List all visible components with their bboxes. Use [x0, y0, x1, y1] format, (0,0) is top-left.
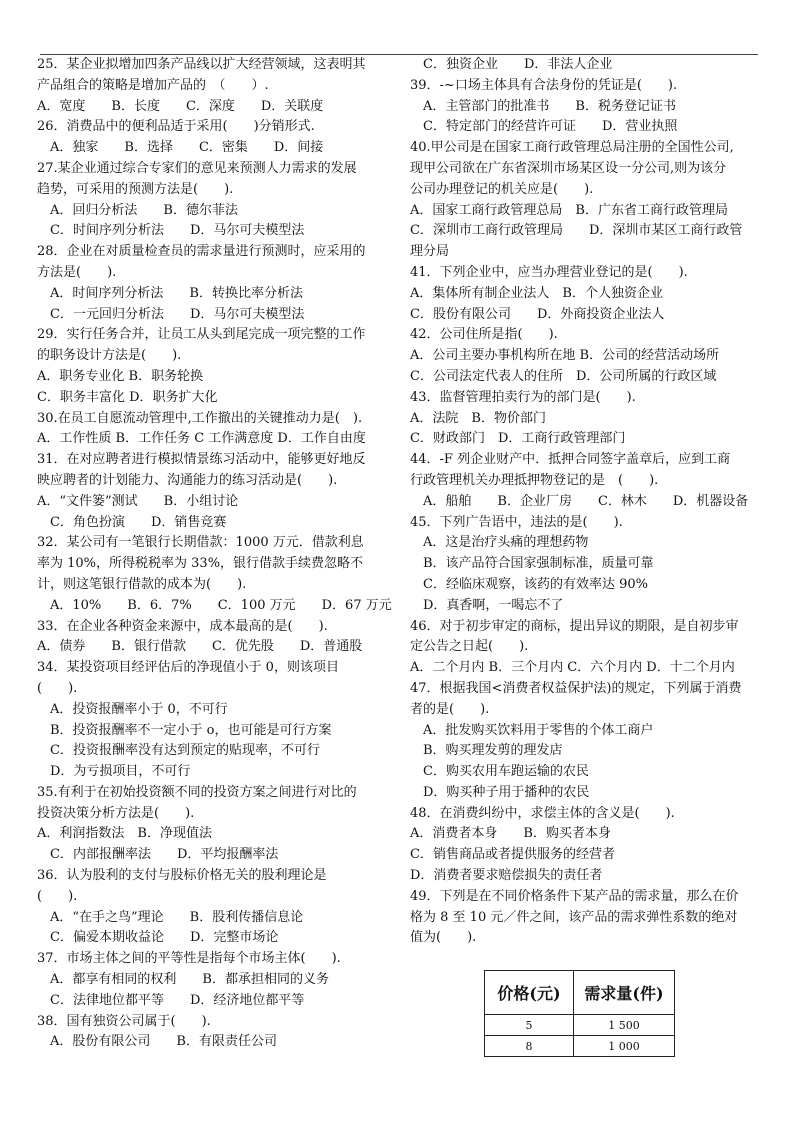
- text-line: C．时间序列分析法 D．马尔可夫模型法: [37, 223, 305, 239]
- text-line: C．公司法定代表人的住所 D．公司所属的行政区域: [410, 368, 717, 384]
- table-header-row: [485, 971, 675, 1015]
- text-line: A．工作性质 B．工作任务 C 工作满意度 D．工作自由度: [37, 431, 366, 447]
- text-line: A．职务专业化 B．职务轮换: [37, 368, 204, 384]
- text-line: 格为 8 至 10 元／件之间，该产品的需求弹性系数的绝对: [410, 909, 738, 925]
- text-line: 方法是( ).: [37, 264, 117, 280]
- text-line: A．批发购买饮料用于零售的个体工商户: [410, 722, 654, 738]
- text-line: 产品组合的策略是增加产品的 （ ）.: [37, 77, 269, 93]
- text-line: A．“在手之鸟”理论 B．股利传播信息论: [37, 909, 304, 925]
- text-line: A．消费者本身 B．购买者本身: [410, 826, 611, 842]
- text-line: 投资决策分析方法是( ).: [37, 805, 195, 821]
- text-line: 31．在对应聘者进行模拟情景练习活动中，能够更好地反: [37, 452, 366, 468]
- text-line: C．经临床观察，该药的有效率达 90%: [410, 576, 648, 592]
- text-line: 值为( ).: [410, 930, 477, 946]
- text-line: 44．-F 列企业财产中．抵押合同签字盖章后，应到工商: [410, 452, 731, 468]
- text-line: A．公司主要办事机构所在地 B．公司的经营活动场所: [410, 348, 720, 364]
- text-line: A．利润指数法 B．净现值法: [37, 826, 212, 842]
- text-line: A．10% B．6．7% C．100 万元 D．67 万元: [37, 597, 392, 613]
- text-line: C．深圳市工商行政管理局 D．深圳市某区工商行政管: [410, 223, 743, 239]
- text-line: 率为 10%，所得税税率为 33%，银行借款手续费忽略不: [37, 556, 364, 572]
- text-line: 映应聘者的计划能力、沟通能力的练习活动是( ).: [37, 472, 338, 488]
- text-line: 定公告之日起( ).: [410, 639, 529, 655]
- price-header: 价格(元): [485, 971, 574, 1015]
- text-line: C．独资企业 D．非法人企业: [410, 57, 613, 72]
- text-line: D．真香啊，一喝忘不了: [410, 597, 564, 613]
- text-line: 28．企业在对质量检查员的需求量进行预测时，应采用的: [37, 244, 366, 260]
- text-line: 45．下列广告语中，违法的是( ).: [410, 514, 623, 530]
- text-line: 49．下列是在不同价格条件下某产品的需求量，那么在价: [410, 888, 739, 904]
- text-line: 46．对于初步审定的商标，提出异议的期限，是自初步审: [410, 618, 739, 634]
- table-row: [485, 1036, 675, 1057]
- text-line: 趋势，可采用的预测方法是( ).: [37, 181, 234, 197]
- price-cell: 5: [485, 1015, 574, 1036]
- text-line: A．股份有限公司 B．有限责任公司: [37, 1034, 277, 1050]
- text-line: 25．某企业拟增加四条产品线以扩大经营领域，这表明其: [37, 57, 366, 72]
- text-line: C．特定部门的经营许可证 D．营业执照: [410, 119, 678, 135]
- text-line: 计，则这笔银行借款的成本为( ).: [37, 576, 247, 592]
- text-line: A．集体所有制企业法人 B．个人独资企业: [410, 285, 663, 301]
- price-cell: 8: [485, 1036, 574, 1057]
- text-line: C．职务丰富化 D．职务扩大化: [37, 389, 218, 405]
- demand-header: 需求量(件): [574, 971, 675, 1015]
- demand-cell: 1 000: [574, 1036, 675, 1057]
- text-line: 38．国有独资公司属于( ).: [37, 1013, 211, 1029]
- left-column: [37, 55, 397, 1053]
- text-line: A．主管部门的批准书 B．税务登记证书: [410, 98, 676, 114]
- text-line: 29．实行任务合并，让员工从头到尾完成一项完整的工作: [37, 327, 366, 343]
- text-line: A．都享有相同的权利 B．都承担相同的义务: [37, 972, 329, 988]
- text-line: A．债券 B．银行借款 C．优先股 D．普通股: [37, 639, 363, 655]
- text-line: D．消费者要求赔偿损失的责任者: [410, 868, 603, 884]
- text-line: C．股份有限公司 D．外商投资企业法人: [410, 306, 665, 322]
- text-line: 47．根据我国<消费者权益保护法)的规定，下列属于消费: [410, 680, 742, 696]
- text-line: C．偏爱本期收益论 D．完整市场论: [37, 930, 279, 946]
- text-line: A．这是治疗头痛的理想药物: [410, 535, 589, 551]
- text-line: C．角色扮演 D．销售竞赛: [37, 514, 227, 530]
- text-line: 32．某公司有一笔银行长期借款：1000 万元．借款利息: [37, 535, 364, 551]
- text-line: 37．市场主体之间的平等性是指每个市场主体( ).: [37, 951, 341, 967]
- text-line: A．船舶 B．企业厂房 C．林木 D．机器设备: [410, 493, 749, 509]
- text-line: B．购买理发剪的理发店: [410, 743, 563, 759]
- text-line: 公司办理登记的机关应是( ).: [410, 181, 594, 197]
- right-column: [410, 55, 762, 949]
- text-line: 40.甲公司是在国家工商行政管理总局注册的全国性公司,: [410, 140, 734, 156]
- text-line: A．独家 B．选择 C．密集 D．间接: [37, 140, 324, 156]
- text-line: 36．认为股利的支付与股标价格无关的股利理论是: [37, 868, 327, 884]
- text-line: 30.在员工自愿流动管理中,工作撤出的关键推动力是( ).: [37, 410, 363, 426]
- text-line: C．内部报酬率法 D．平均报酬率法: [37, 847, 279, 863]
- text-line: 26．消费品中的便利品适于采用( )分销形式.: [37, 119, 315, 135]
- text-line: A．投资报酬率小于 0，不可行: [37, 701, 228, 717]
- text-line: A．宽度 B．长度 C．深度 D．关联度: [37, 98, 324, 114]
- text-line: A．“文件篓”测试 B．小组讨论: [37, 493, 239, 509]
- text-line: C．法律地位都平等 D．经济地位都平等: [37, 992, 305, 1008]
- text-line: B．投资报酬率不一定小于 o，也可能是可行方案: [37, 722, 332, 738]
- text-line: C．财政部门 D．工商行政管理部门: [410, 431, 626, 447]
- text-line: 39．-~口场主体具有合法身份的凭证是( ).: [410, 77, 678, 93]
- text-line: C．投资报酬率没有达到预定的贴现率，不可行: [37, 743, 320, 759]
- text-line: 理分局: [410, 244, 450, 260]
- text-line: ( ).: [37, 888, 78, 904]
- text-line: C．购买农用车跑运输的农民: [410, 764, 589, 780]
- text-line: D．为亏损项目，不可行: [37, 764, 191, 780]
- text-line: A．国家工商行政管理总局 B．广东省工商行政管理局: [410, 202, 728, 218]
- text-line: 33．在企业各种资金来源中，成本最高的是( ).: [37, 618, 328, 634]
- text-line: 者的是( ).: [410, 701, 490, 717]
- text-line: B．该产品符合国家强制标准，质量可靠: [410, 556, 654, 572]
- text-line: D．购买种子用于播种的农民: [410, 784, 590, 800]
- demand-cell: 1 500: [574, 1015, 675, 1036]
- text-line: 行政管理机关办理抵押物登记的是 ( ).: [410, 472, 659, 488]
- text-line: ( ).: [37, 680, 78, 696]
- text-line: A．时间序列分析法 B．转换比率分析法: [37, 285, 303, 301]
- text-line: 41．下列企业中，应当办理营业登记的是( ).: [410, 264, 688, 280]
- text-line: 34．某投资项目经评估后的净现值小于 0，则该项目: [37, 660, 339, 676]
- text-line: C．一元回归分析法 D．马尔可夫模型法: [37, 306, 305, 322]
- text-line: C．销售商品或者提供服务的经营者: [410, 847, 615, 863]
- text-line: A．法院 B．物价部门: [410, 410, 546, 426]
- text-line: A．回归分析法 B．德尔菲法: [37, 202, 238, 218]
- price-demand-table: [484, 970, 675, 1057]
- text-line: 27.某企业通过综合专家们的意见来预测人力需求的发展: [37, 160, 357, 176]
- text-line: 35.有利于在初始投资额不同的投资方案之间进行对比的: [37, 784, 357, 800]
- text-line: 43．监督管理拍卖行为的部门是( ).: [410, 389, 636, 405]
- text-line: 的职务设计方法是( ).: [37, 348, 182, 364]
- text-line: 48．在消费纠纷中，求偿主体的含义是( ).: [410, 805, 675, 821]
- text-line: 现甲公司欲在广东省深圳市场某区设一分公司,则为该分: [410, 160, 727, 176]
- text-line: 42．公司住所是指( ).: [410, 327, 558, 343]
- text-line: A．二个月内 B．三个月内 C．六个月内 D．十二个月内: [410, 660, 735, 676]
- table-row: [485, 1015, 675, 1036]
